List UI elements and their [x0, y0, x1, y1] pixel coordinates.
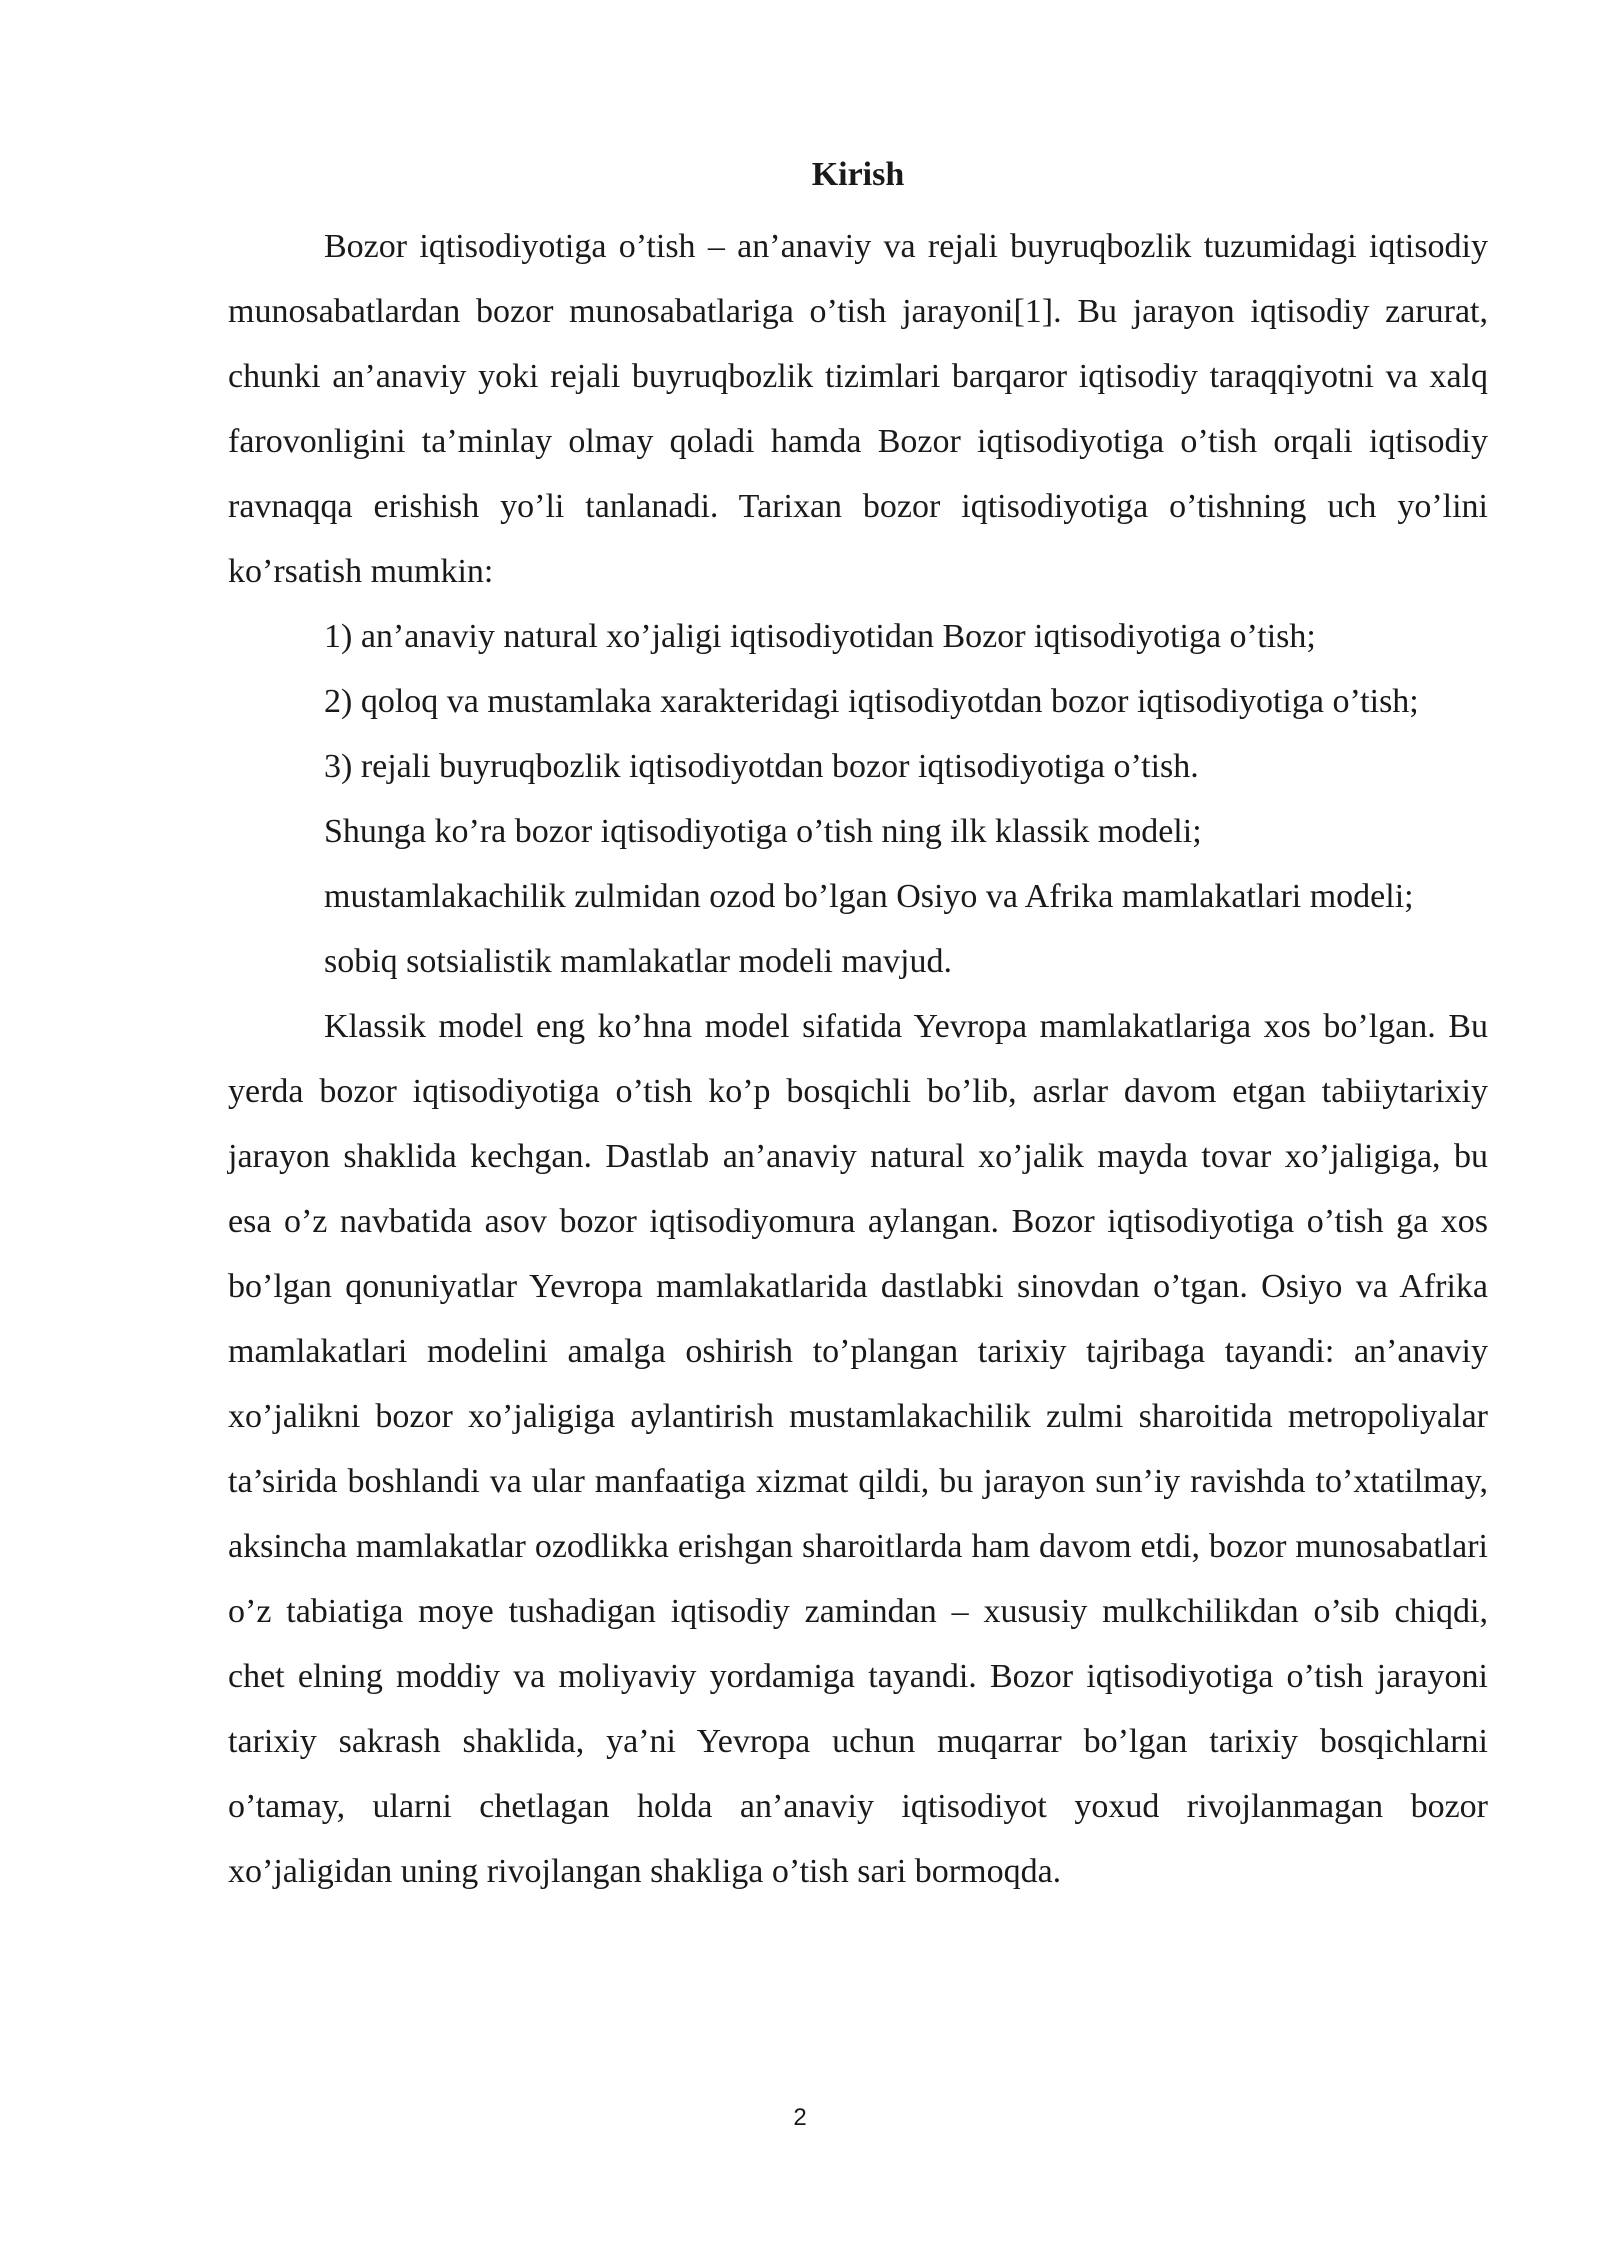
document-page [228, 150, 1488, 1904]
list-item-1: 1) an’anaviy natural xo’jaligi iqtisodiyotidan Bozor iqtisodiyotiga o’tish; [324, 618, 1316, 655]
model-item-asia-africa: mustamlakachilik zulmidan ozod bo’lgan Osiyo va Afrika mamlakatlari modeli; [324, 878, 1414, 915]
classic-model-paragraph: Klassik model eng ko’hna model sifatida Yevropa mamlakatlariga xos bo’lgan. Bu yerda bozor iqtisodiyotiga o’tish ko’p bosqichli bo’lib, asrlar davom etgan tabiiytarixiy jarayon shaklida kechgan. Dastlab an’anaviy natural xo’jalik mayda tovar xo’jaligiga, bu esa o’z navbatida asov bozor iqtisodiyomura aylangan. Bozor iqtisodiyotiga o’tish ga xos bo’lgan qonuniyatlar Yevropa mamlakatlarida dastlabki sinovdan o’tgan. Osiyo va Afrika mamlakatlari modelini amalga oshirish to’plangan tarixiy tajribaga tayandi: an’anaviy xo’jalikni bozor xo’jaligiga aylantirish mustamlakachilik zulmi sharoitida metropoliyalar ta’sirida boshlandi va ular manfaatiga xizmat qildi, bu jarayon sun’iy ravishda to’xtatilmay, aksincha mamlakatlar ozodlikka erishgan sharoitlarda ham davom etdi, bozor munosabatlari o’z tabiatiga moye tushadigan iqtisodiy zamindan – xususiy mulkchilikdan o’sib chiqdi, chet elning moddiy va moliyaviy yordamiga tayandi. Bozor iqtisodiyotiga o’tish jarayoni tarixiy sakrash shaklida, ya’ni Yevropa uchun muqarrar bo’lgan tarixiy bosqichlarni o’tamay, ularni chetlagan holda an’anaviy iqtisodiyot yoxud rivojlanmagan bozor xo’jaligidan uning rivojlangan shakliga o’tish sari bormoqda. [228, 1008, 1488, 1890]
models-intro-paragraph: Shunga ko’ra bozor iqtisodiyotiga o’tish ning ilk klassik modeli; [324, 813, 1202, 850]
model-item-socialist: sobiq sotsialistik mamlakatlar modeli mavjud. [324, 943, 952, 980]
section-title: Kirish [811, 156, 905, 193]
page-number: 2 [793, 2104, 807, 2131]
list-item-3: 3) rejali buyruqbozlik iqtisodiyotdan bozor iqtisodiyotiga o’tish. [324, 748, 1199, 785]
intro-paragraph: Bozor iqtisodiyotiga o’tish – an’anaviy va rejali buyruqbozlik tuzumidagi iqtisodiy munosabatlardan bozor munosabatlariga o’tish jarayoni[1]. Bu jarayon iqtisodiy zarurat, chunki an’anaviy yoki rejali buyruqbozlik tizimlari barqaror iqtisodiy taraqqiyotni va xalq farovonligini ta’minlay olmay qoladi hamda Bozor iqtisodiyotiga o’tish orqali iqtisodiy ravnaqqa erishish yo’li tanlanadi. Tarixan bozor iqtisodiyotiga o’tishning uch yo’lini ko’rsatish mumkin: [228, 228, 1488, 590]
list-item-2: 2) qoloq va mustamlaka xarakteridagi iqtisodiyotdan bozor iqtisodiyotiga o’tish; [324, 683, 1419, 720]
